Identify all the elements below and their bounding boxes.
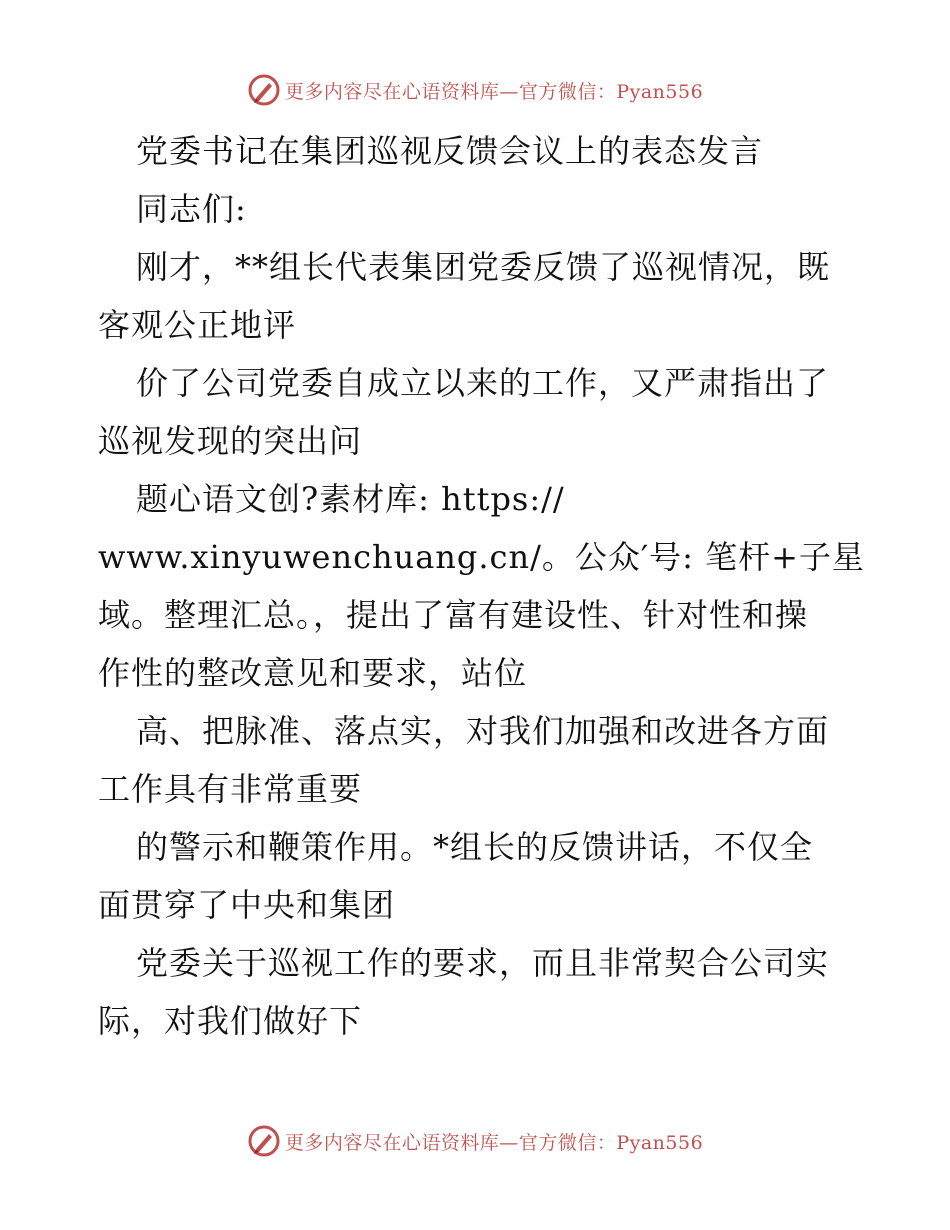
doc-line: 刚才，**组长代表集团党委反馈了巡视情况，既 [136,248,831,286]
footer-banner-text: 更多内容尽在心语资料库—官方微信：Pyan556 [284,1131,704,1154]
doc-line: 高、把脉准、落点实，对我们加强和改进各方面 [136,712,830,750]
doc-line: 题心语文创?素材库: https:// [136,480,565,518]
doc-line: 际，对我们做好下 [98,1002,363,1040]
doc-line: 客观公正地评 [98,306,297,344]
doc-line: 同志们: [136,190,247,228]
pen-circle-logo-icon [247,1124,281,1158]
doc-line: 域。整理汇总。，提出了富有建设性、针对性和操 [98,596,809,634]
document-body [98,122,865,1050]
doc-line: 价了公司党委自成立以来的工作，又严肃指出了 [136,364,830,402]
doc-line: 工作具有非常重要 [98,770,363,808]
pen-circle-logo-icon [247,73,281,107]
doc-line: 的警示和鞭策作用。*组长的反馈讲话，不仅全 [136,828,814,866]
footer-banner [0,1121,950,1161]
doc-line: www.xinyuwenchuang.cn/。公众′号: 笔杆+子星 [98,538,865,576]
header-banner-text: 更多内容尽在心语资料库—官方微信：Pyan556 [284,80,704,103]
header-banner [0,70,950,110]
doc-line: 作性的整改意见和要求，站位 [98,654,528,692]
doc-title: 党委书记在集团巡视反馈会议上的表态发言 [136,132,764,170]
doc-line: 巡视发现的突出问 [98,422,363,460]
doc-line: 党委关于巡视工作的要求，而且非常契合公司实 [136,944,830,982]
doc-line: 面贯穿了中央和集团 [98,886,396,924]
